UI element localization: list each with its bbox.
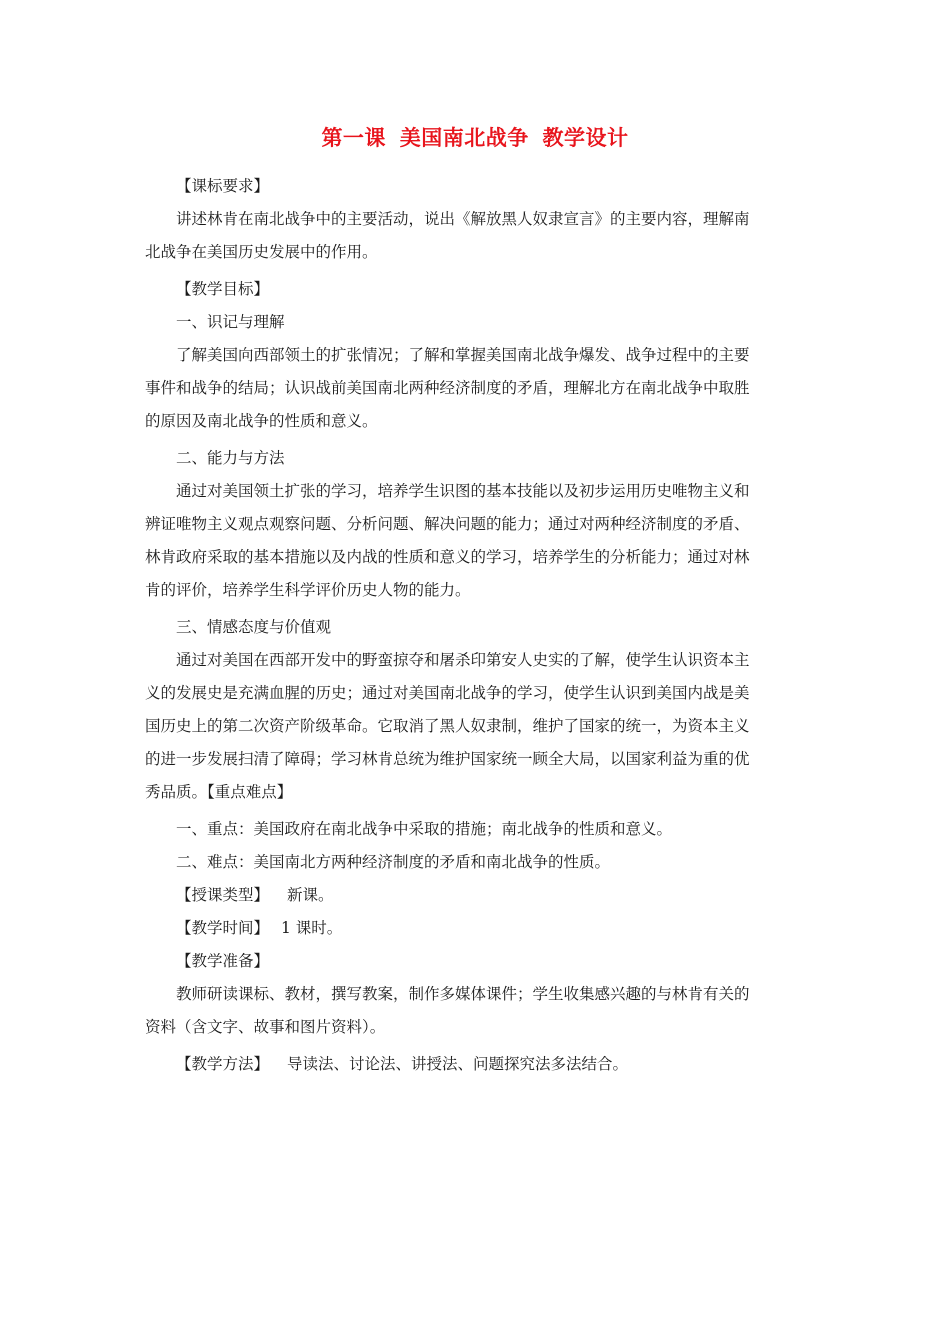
paragraph-line: 肯的评价，培养学生科学评价历史人物的能力。 bbox=[145, 581, 471, 599]
paragraph-line: 的原因及南北战争的性质和意义。 bbox=[145, 412, 378, 430]
subheading-goal-1: 一、识记与理解 bbox=[176, 313, 285, 331]
section-heading-prep: 【教学准备】 bbox=[176, 952, 270, 970]
teaching-method-row bbox=[145, 1048, 801, 1081]
lesson-time-value: 1 课时。 bbox=[281, 919, 343, 937]
lesson-time-label: 【教学时间】 bbox=[176, 919, 270, 937]
lesson-type-label: 【授课类型】 bbox=[176, 886, 270, 904]
paragraph-line: 讲述林肯在南北战争中的主要活动，说出《解放黑人奴隶宣言》的主要内容，理解南 bbox=[176, 210, 750, 228]
section-heading-standard: 【课标要求】 bbox=[176, 177, 270, 195]
paragraph-line: 辨证唯物主义观点观察问题、分析问题、解决问题的能力；通过对两种经济制度的矛盾、 bbox=[145, 515, 750, 533]
paragraph-line: 了解美国向西部领土的扩张情况；了解和掌握美国南北战争爆发、战争过程中的主要 bbox=[176, 346, 750, 364]
paragraph-line: 的进一步发展扫清了障碍；学习林肯总统为维护国家统一顾全大局，以国家利益为重的优 bbox=[145, 750, 750, 768]
teaching-method-value: 导读法、讨论法、讲授法、问题探究法多法结合。 bbox=[287, 1055, 629, 1073]
document-title: 第一课 美国南北战争 教学设计 bbox=[321, 125, 629, 150]
subheading-goal-2: 二、能力与方法 bbox=[176, 449, 285, 467]
paragraph-line: 事件和战争的结局；认识战前美国南北两种经济制度的矛盾，理解北方在南北战争中取胜 bbox=[145, 379, 750, 397]
lesson-type-row bbox=[145, 879, 801, 912]
document-body bbox=[145, 170, 801, 1081]
paragraph-line: 秀品质。【重点难点】 bbox=[145, 783, 293, 801]
teaching-method-label: 【教学方法】 bbox=[176, 1055, 270, 1073]
paragraph-line: 北战争在美国历史发展中的作用。 bbox=[145, 243, 378, 261]
subheading-goal-3: 三、情感态度与价值观 bbox=[176, 618, 332, 636]
key-point: 一、重点：美国政府在南北战争中采取的措施；南北战争的性质和意义。 bbox=[176, 820, 673, 838]
paragraph-line: 通过对美国领土扩张的学习，培养学生识图的基本技能以及初步运用历史唯物主义和 bbox=[176, 482, 750, 500]
section-heading-goals: 【教学目标】 bbox=[176, 280, 270, 298]
difficult-point: 二、难点：美国南北方两种经济制度的矛盾和南北战争的性质。 bbox=[176, 853, 611, 871]
paragraph-line: 通过对美国在西部开发中的野蛮掠夺和屠杀印第安人史实的了解，使学生认识资本主 bbox=[176, 651, 750, 669]
paragraph-line: 义的发展史是充满血腥的历史；通过对美国南北战争的学习，使学生认识到美国内战是美 bbox=[145, 684, 750, 702]
paragraph-line: 资料（含文字、故事和图片资料）。 bbox=[145, 1018, 386, 1036]
paragraph-line: 国历史上的第二次资产阶级革命。它取消了黑人奴隶制，维护了国家的统一，为资本主义 bbox=[145, 717, 750, 735]
lesson-time-row bbox=[145, 912, 801, 945]
paragraph-line: 教师研读课标、教材，撰写教案，制作多媒体课件；学生收集感兴趣的与林肯有关的 bbox=[176, 985, 750, 1003]
lesson-type-value: 新课。 bbox=[287, 886, 334, 904]
paragraph-line: 林肯政府采取的基本措施以及内战的性质和意义的学习，培养学生的分析能力；通过对林 bbox=[145, 548, 750, 566]
